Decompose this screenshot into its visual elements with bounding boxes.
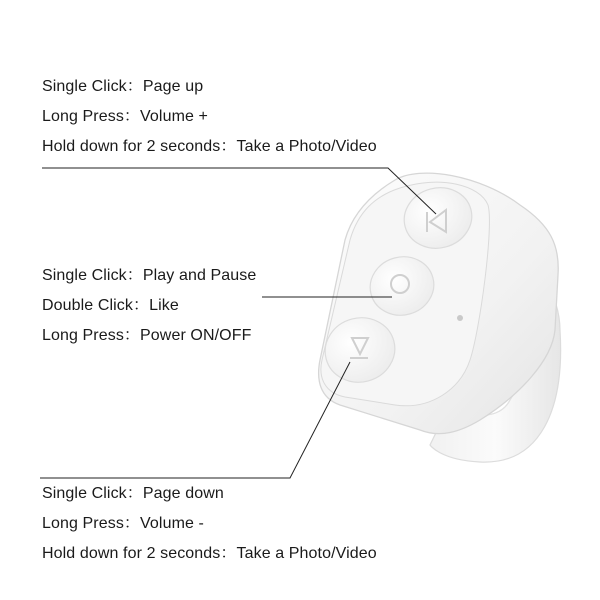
bottom-button-callout bbox=[42, 479, 377, 569]
callout-line: Long Press：Volume + bbox=[42, 108, 208, 125]
callout-line: Long Press：Volume - bbox=[42, 515, 204, 532]
callout-line: Hold down for 2 seconds：Take a Photo/Video bbox=[42, 138, 377, 155]
callout-line: Long Press：Power ON/OFF bbox=[42, 327, 252, 344]
callout-line: Single Click：Page up bbox=[42, 78, 204, 95]
callout-line: Double Click：Like bbox=[42, 297, 179, 314]
callout-line: Hold down for 2 seconds：Take a Photo/Video bbox=[42, 545, 377, 562]
leader-line-bottom bbox=[40, 362, 350, 478]
top-button-callout bbox=[42, 72, 377, 162]
callout-line: Single Click：Page down bbox=[42, 485, 224, 502]
middle-button-callout bbox=[42, 261, 256, 351]
callout-line: Single Click：Play and Pause bbox=[42, 267, 257, 284]
indicator-hole bbox=[457, 315, 463, 321]
